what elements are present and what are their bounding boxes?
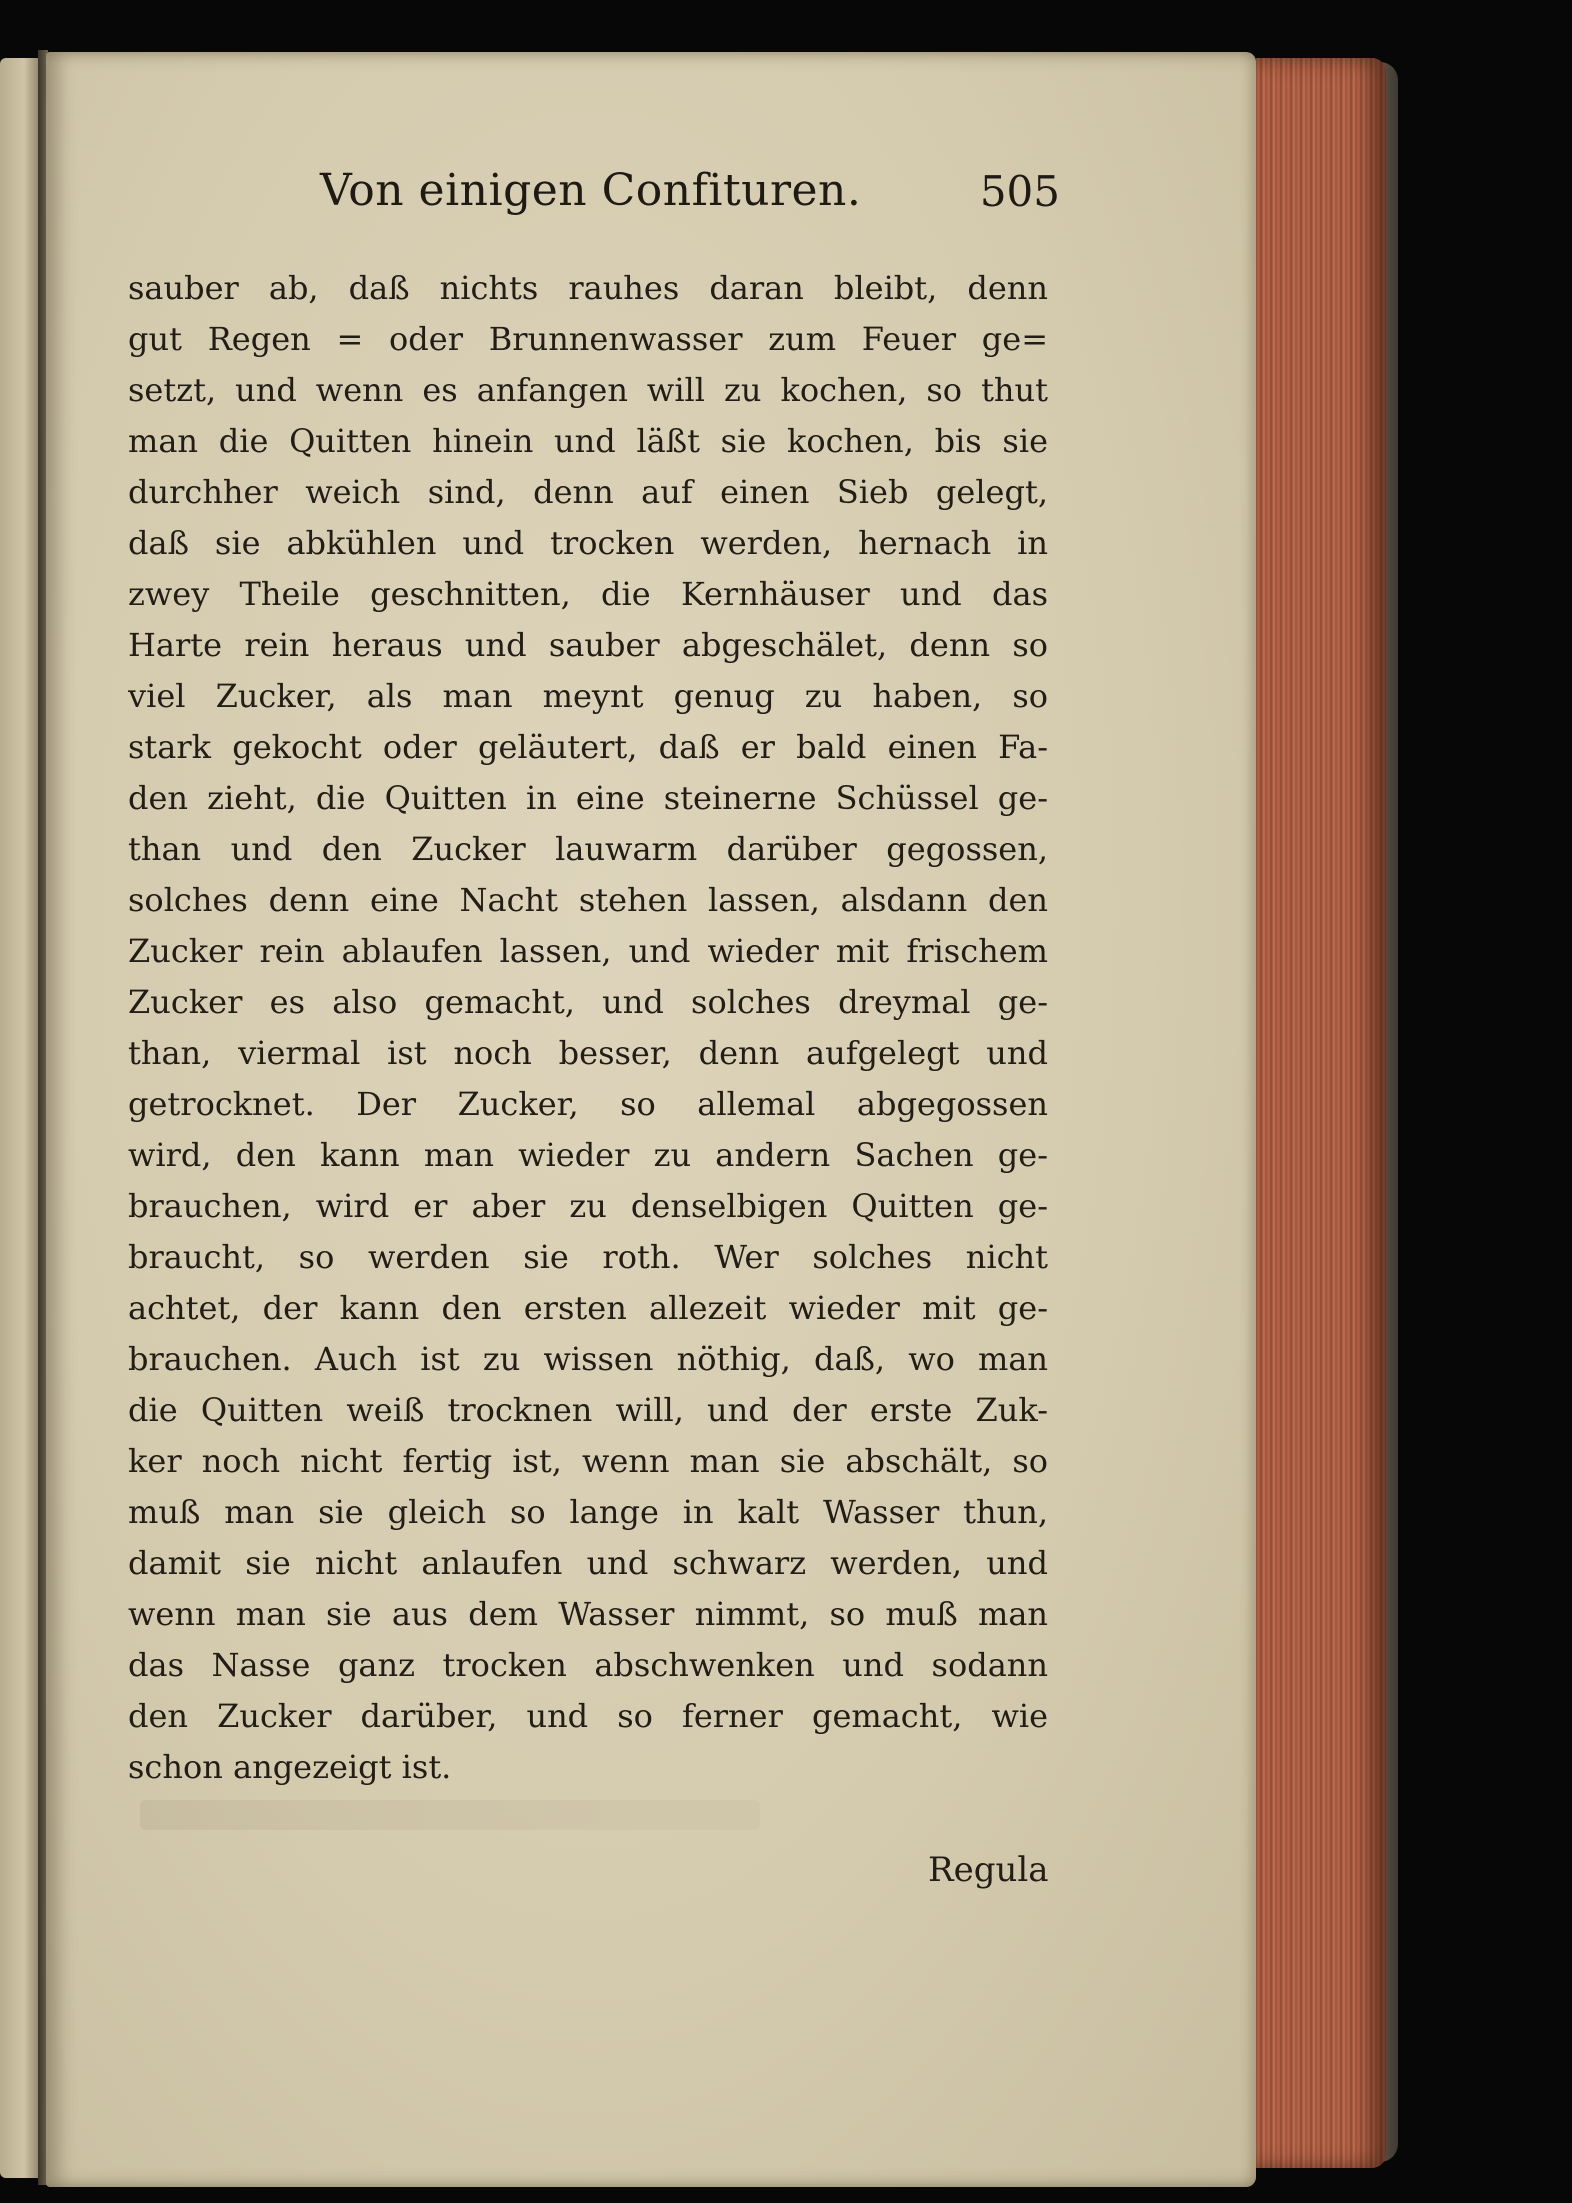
text-line: die Quitten weiß trocknen will, und der erste Zuk-: [128, 1391, 1048, 1429]
catchword: Regula: [928, 1850, 1049, 1890]
text-line: das Nasse ganz trocken abschwenken und sodann: [128, 1646, 1048, 1684]
text-line: getrocknet. Der Zucker, so allemal abgegossen: [128, 1085, 1048, 1123]
body-text: [128, 263, 1048, 1793]
page-number: 505: [979, 167, 1060, 216]
text-line: viel Zucker, als man meynt genug zu haben, so: [128, 677, 1048, 715]
text-line: brauchen. Auch ist zu wissen nöthig, daß, wo man: [128, 1340, 1048, 1378]
text-line: zwey Theile geschnitten, die Kernhäuser und das: [128, 575, 1048, 613]
text-line: stark gekocht oder geläutert, daß er bald einen Fa-: [128, 728, 1048, 766]
running-title: Von einigen Confituren.: [320, 165, 862, 216]
text-line: durchher weich sind, denn auf einen Sieb gelegt,: [128, 473, 1048, 511]
show-through-text: [140, 1800, 760, 1830]
text-line: den zieht, die Quitten in eine steinerne Schüssel ge-: [128, 779, 1048, 817]
text-line: damit sie nicht anlaufen und schwarz werden, und: [128, 1544, 1048, 1582]
text-line: man die Quitten hinein und läßt sie kochen, bis sie: [128, 422, 1048, 460]
text-line: setzt, und wenn es anfangen will zu kochen, so thut: [128, 371, 1048, 409]
text-line: Zucker es also gemacht, und solches dreymal ge-: [128, 983, 1048, 1021]
text-line: solches denn eine Nacht stehen lassen, alsdann den: [128, 881, 1048, 919]
text-line: Zucker rein ablaufen lassen, und wieder mit frischem: [128, 932, 1048, 970]
text-line: Harte rein heraus und sauber abgeschälet, denn so: [128, 626, 1048, 664]
text-line: than, viermal ist noch besser, denn aufgelegt und: [128, 1034, 1048, 1072]
page-header: [170, 165, 1060, 235]
text-line: sauber ab, daß nichts rauhes daran bleibt, denn: [128, 269, 1048, 307]
text-line: daß sie abkühlen und trocken werden, hernach in: [128, 524, 1048, 562]
facing-page-edge: [0, 58, 40, 2178]
text-line: achtet, der kann den ersten allezeit wieder mit ge-: [128, 1289, 1048, 1327]
text-line: wenn man sie aus dem Wasser nimmt, so muß man: [128, 1595, 1048, 1633]
text-line: muß man sie gleich so lange in kalt Wasser thun,: [128, 1493, 1048, 1531]
text-line: braucht, so werden sie roth. Wer solches nicht: [128, 1238, 1048, 1276]
text-line: wird, den kann man wieder zu andern Sachen ge-: [128, 1136, 1048, 1174]
text-line: ker noch nicht fertig ist, wenn man sie abschält, so: [128, 1442, 1048, 1480]
red-page-edges: [1256, 58, 1386, 2168]
text-line: brauchen, wird er aber zu denselbigen Quitten ge-: [128, 1187, 1048, 1225]
text-line: than und den Zucker lauwarm darüber gegossen,: [128, 830, 1048, 868]
text-line: den Zucker darüber, und so ferner gemacht, wie: [128, 1697, 1048, 1735]
text-line: schon angezeigt ist.: [128, 1748, 452, 1786]
text-line: gut Regen = oder Brunnenwasser zum Feuer ge=: [128, 320, 1048, 358]
